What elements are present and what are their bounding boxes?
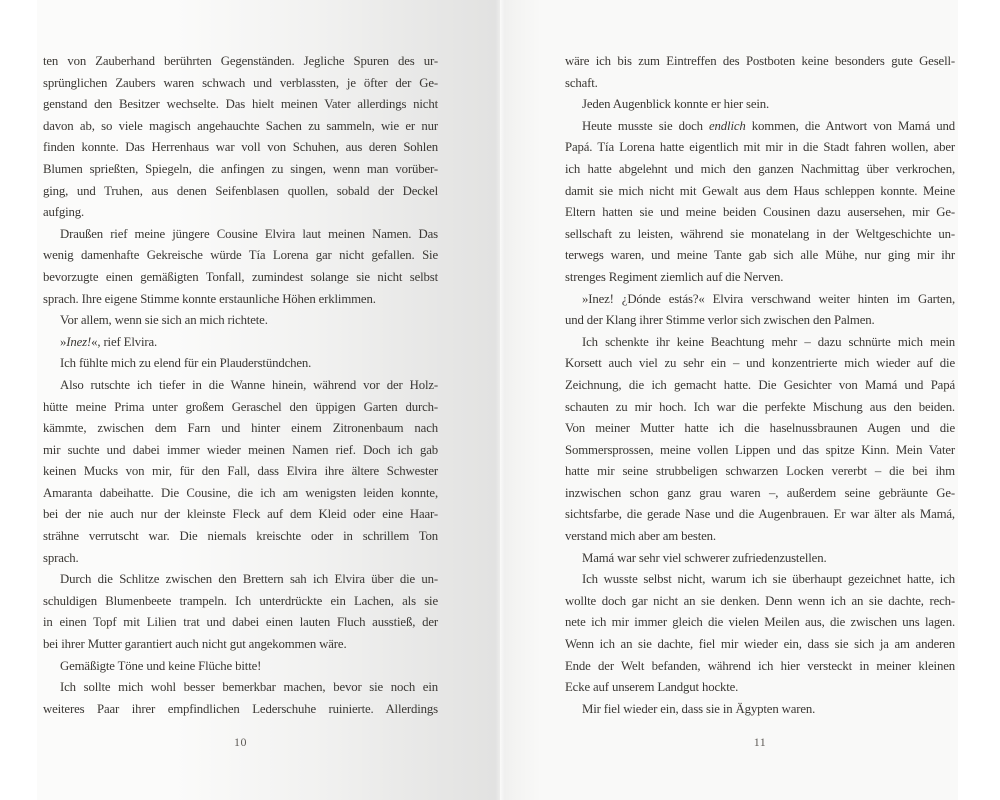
text-line: Ich sollte mich wohl besser bemerkbar machen, bevor sie noch ein [60, 680, 438, 695]
text-line: Heute musste sie doch endlich kommen, die Antwort von Mamá und [582, 118, 955, 133]
text-line: hütte meine Prima unter großem Geraschel den üppigen Garten durch- [43, 399, 438, 414]
text-line: kämmte, zwischen dem Farn und hinter einem Zitronenbaum nach [43, 421, 438, 436]
text-line: strähne verrutscht war. Die niemals kreischte oder in schrillem Ton [43, 529, 438, 544]
text-line: ging, und Truhen, aus denen Seifenblasen quollen, sobald der Deckel [43, 183, 438, 198]
text-line: sellschaft zu leisten, während sie monatelang in der Weltgeschichte un- [565, 226, 955, 241]
page-number-right: 11 [753, 735, 767, 749]
text-line: hatte mir seine strubbeligen schwarzen Locken vererbt – die bei ihm [565, 464, 955, 479]
page-number-left: 10 [234, 735, 247, 749]
text-line: finden konnte. Das Herrenhaus war voll von Schuhen, aus deren Sohlen [43, 140, 438, 155]
text-line: nete ich mir immer gleich die vielen Meilen aus, die zwischen uns lagen. [565, 615, 955, 630]
text-line: Papá. Tía Lorena hatte eigentlich mit mir in die Stadt fahren wollen, aber [565, 140, 955, 155]
text-line: bevorzugte einen gemäßigten Tonfall, zumindest solange sie nicht selbst [43, 269, 438, 284]
text-line: »Inez!«, rief Elvira. [60, 334, 158, 349]
text-line: terwegs waren, und meine Tante gab sich alle Mühe, nur ging mir ihr [565, 248, 955, 263]
text-line: mir suchte und dabei immer wieder meinen Namen rief. Doch ich gab [43, 442, 438, 457]
text-line: Also rutschte ich tiefer in die Wanne hinein, während vor der Holz- [60, 377, 438, 392]
text-line: wäre ich bis zum Eintreffen des Postboten keine besonders gute Gesell- [565, 54, 955, 68]
text-line: genstand den Besitzer wechselte. Das hielt meinen Vater allerdings nicht [43, 97, 438, 112]
text-line: und der Klang ihrer Stimme verlor sich zwischen den Palmen. [565, 313, 875, 328]
text-line: sprünglichen Zaubers waren schwach und verblassten, je öfter der Ge- [43, 75, 438, 90]
text-line: Vor allem, wenn sie sich an mich richtete. [60, 313, 268, 328]
text-line: Ende der Welt befanden, während ich hier versteckt in meiner kleinen [565, 658, 955, 673]
text-line: davon ab, so viele magisch angehauchte Sachen zu sammeln, wie er nur [43, 118, 438, 133]
text-line: aufging. [43, 205, 85, 220]
text-line: bei der nie auch nur der kleinste Fleck auf dem Kleid oder eine Haar- [43, 507, 438, 522]
text-line: sichtsfarbe, die gerade Nase und die Augenbrauen. Er war älter als Mamá, [565, 507, 955, 522]
text-line: Mamá war sehr viel schwerer zufriedenzustellen. [582, 550, 827, 565]
book-page-left [37, 0, 500, 800]
text-line: verstand mich aber am besten. [565, 529, 716, 544]
text-line: keinen Mucks von mir, für den Fall, dass Elvira ihre ältere Schwester [43, 464, 438, 479]
text-line: Korsett auch viel zu sehr ein – und konzentrierte mich wieder auf die [565, 356, 955, 371]
text-line: sprach. Ihre eigene Stimme konnte erstaunliche Höhen erklimmen. [43, 291, 376, 306]
text-line: Wenn ich an sie dachte, fiel mir wieder ein, dass sie sich ja am anderen [565, 637, 955, 652]
text-line: inzwischen schon ganz grau waren –, außerdem seine gebräunte Ge- [565, 485, 955, 500]
text-line: in einen Topf mit Lilien trat und dabei einen lauten Fluch ausstieß, der [43, 615, 438, 630]
text-line: sprach. [43, 550, 79, 565]
text-line: ich hatte abgelehnt und mich den ganzen Nachmittag über verkrochen, [565, 161, 955, 176]
book-page-right [500, 0, 958, 800]
text-line: Ecke auf unserem Landgut hockte. [565, 680, 739, 695]
text-line: Gemäßigte Töne und keine Flüche bitte! [60, 658, 262, 673]
text-line: Amaranta dabeihatte. Die Cousine, die ich am wenigsten leiden konnte, [43, 485, 438, 500]
text-line: Ich fühlte mich zu elend für ein Plauderstündchen. [60, 356, 312, 371]
text-line: strenges Regiment ziemlich auf die Nerven. [565, 269, 784, 284]
text-line: Ich wusste selbst nicht, warum ich sie überhaupt gezeichnet hatte, ich [582, 572, 955, 587]
text-line: ten von Zauberhand berührten Gegenständen. Jegliche Spuren des ur- [43, 54, 438, 68]
text-line: damit sie mich nicht mit Gewalt aus dem Haus schleppen konnte. Meine [565, 183, 955, 198]
text-line: Blumen sprießten, Spiegeln, die anfingen zu singen, wenn man vorüber- [43, 161, 438, 176]
text-line: schaft. [565, 75, 598, 90]
text-line: schuldigen Blumenbeete trampeln. Ich unterdrückte ein Lachen, als sie [43, 593, 438, 608]
text-line: schauten zu mir hoch. Ich war die perfekte Mischung aus den beiden. [565, 399, 955, 414]
page-text-left [43, 51, 438, 720]
text-line: wenig damenhafte Gekreische würde Tía Lorena gar nicht gefallen. Sie [43, 248, 438, 263]
text-line: Durch die Schlitze zwischen den Brettern sah ich Elvira über die un- [60, 572, 438, 587]
text-line: Sommersprossen, meine vollen Lippen und das spitze Kinn. Mein Vater [565, 442, 955, 457]
text-line: Jeden Augenblick konnte er hier sein. [582, 97, 770, 112]
text-line: »Inez! ¿Dónde estás?« Elvira verschwand weiter hinten im Garten, [582, 291, 955, 306]
page-text-right [565, 51, 955, 720]
text-line: Von meiner Mutter hatte ich die haselnussbraunen Augen und die [565, 421, 955, 436]
text-line: weiteres Paar ihrer empfindlichen Lederschuhe ruinierte. Allerdings [43, 701, 438, 716]
text-line: wollte doch gar nicht an sie denken. Denn wenn ich an sie dachte, rech- [565, 593, 955, 608]
text-line: Eltern hatten sie und meine beiden Cousinen dazu ausersehen, mir Ge- [565, 205, 955, 220]
text-line: Zeichnung, die ich gemacht hatte. Die Gesichter von Mamá und Papá [565, 377, 955, 392]
text-line: Draußen rief meine jüngere Cousine Elvira laut meinen Namen. Das [60, 226, 438, 241]
text-line: Mir fiel wieder ein, dass sie in Ägypten waren. [582, 701, 816, 716]
text-line: Ich schenkte ihr keine Beachtung mehr – dazu schnürte mich mein [582, 334, 955, 349]
text-line: bei ihrer Mutter garantiert auch nicht gut angekommen wäre. [43, 637, 347, 652]
